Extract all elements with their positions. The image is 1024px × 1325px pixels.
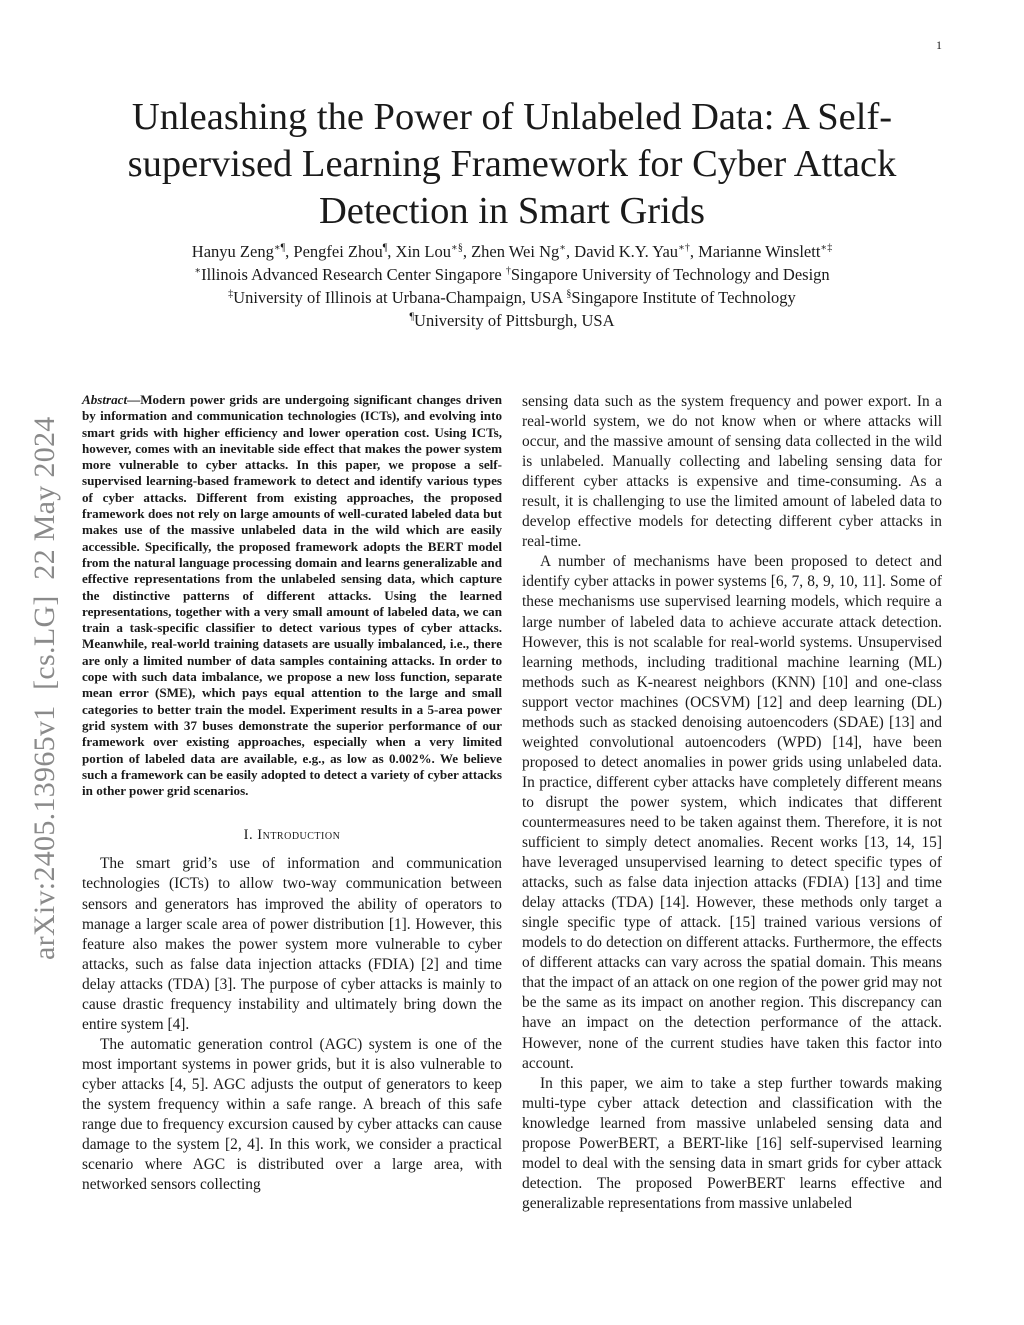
paper-title: Unleashing the Power of Unlabeled Data: A Self-supervised Learning Framework for Cyber Attack Detection in Smart Grids <box>127 96 897 232</box>
author-name: David K.Y. Yau <box>574 242 679 261</box>
author-marker: ∗† <box>678 242 690 254</box>
author: Hanyu Zeng∗¶, <box>191 242 294 261</box>
authors-block <box>90 240 934 332</box>
affiliation-line: ‡University of Illinois at Urbana-Champaign, USA §Singapore Institute of Technology <box>228 288 796 307</box>
left-column <box>82 392 502 1195</box>
author-marker: ∗¶ <box>273 242 286 254</box>
author-marker: ∗‡ <box>820 242 833 254</box>
page-number: 1 <box>936 38 942 52</box>
author <box>698 242 832 261</box>
author-marker: ¶ <box>382 242 388 254</box>
paragraph: The automatic generation control (AGC) system is one of the most important systems in power grids, but it is also vulnerable to cyber attacks [4, 5]. AGC adjusts the output of generators to keep the system frequency within a safe range. A breach of this safe range due to frequency excursion caused by cyber attacks can cause damage to the system [2, 4]. In this work, we consider a practical scenario where AGC is distributed over a large area, with networked sensors collecting <box>82 1035 502 1194</box>
author-list <box>90 240 934 263</box>
right-column <box>522 392 942 1214</box>
affiliation: Illinois Advanced Research Center Singapore <box>201 265 506 284</box>
author: Zhen Wei Ng∗, <box>471 242 575 261</box>
author: Xin Lou∗§, <box>395 242 472 261</box>
author-marker: ∗ <box>559 242 567 254</box>
author-name: Marianne Winslett <box>698 242 821 261</box>
paragraph: The smart grid’s use of information and communication technologies (ICTs) to allow two-way communication between sensors and generators has improved the ability of operators to manage a larger scale area of power distribution [1]. However, this feature also makes the power system more vulnerable to cyber attacks, such as false data injection attacks (FDIA) [2] and time delay attacks (TDA) [3]. The purpose of cyber attacks is mainly to cause drastic frequency instability and ultimately bring down the entire system [4]. <box>82 855 502 1033</box>
author-name: Zhen Wei Ng <box>471 242 560 261</box>
author-name: Xin Lou <box>395 242 452 261</box>
affiliation-line: ¶University of Pittsburgh, USA <box>409 311 615 330</box>
abstract-text: Modern power grids are undergoing significant changes driven by information and communication technologies (ICTs), and evolving into smart grids with higher efficiency and lower operation cost. Using ICTs, however, comes with an inevitable side effect that makes the power system more vulnerable to cyber attacks. In this paper, we propose a self-supervised learning-based framework to detect and identify various types of cyber attacks. Different from existing approaches, the proposed framework does not rely on large amounts of well-curated labeled data but makes use of the massive unlabeled data in the wild which are easily accessible. Specifically, the proposed framework adopts the BERT model from the natural language processing domain and learns generalizable and effective representations from the unlabeled sensing data, which capture the distinctive patterns of different attacks. Using the learned representations, together with a very small amount of labeled data, we can train a task-specific classifier to detect various types of cyber attacks. Meanwhile, real-world training datasets are usually imbalanced, i.e., there are only a limited number of data samples containing attacks. In order to cope with such data imbalance, we propose a new loss function, separate mean error (SME), which pays equal attention to the large and small categories to better train the model. Experiment results in a 5-area power grid system with 37 buses demonstrate the superior performance of our framework over existing approaches, especially when a very limited portion of labeled data are available, e.g., as low as 0.002%. We believe such a framework can be easily adopted to detect a variety of cyber attacks in other power grid scenarios. <box>82 392 502 799</box>
section-heading-introduction: I. Introduction <box>243 827 341 844</box>
affiliation: Singapore University of Technology and Design <box>510 265 830 284</box>
author: David K.Y. Yau∗†, <box>574 242 699 261</box>
abstract-label: Abstract <box>82 392 128 407</box>
author-name: Hanyu Zeng <box>191 242 274 261</box>
author-name: Pengfei Zhou <box>293 242 383 261</box>
affiliation: Singapore Institute of Technology <box>571 288 796 307</box>
paragraph: sensing data such as the system frequency and power export. In a real-world system, we do not know when or where attacks will occur, and the massive amount of sensing data collected in the wild is unlabeled. Manually collecting and labeling sensing data for different cyber attacks is expensive and time-consuming. As a result, it is challenging to use the limited amount of labeled data to develop effective models for detecting different cyber attacks in real-time. <box>522 393 942 551</box>
author: Pengfei Zhou¶, <box>293 242 396 261</box>
arxiv-identifier-stamp: arXiv:2405.13965v1 [cs.LG] 22 May 2024 <box>28 416 61 960</box>
affiliation: University of Illinois at Urbana-Champaign, USA <box>233 288 567 307</box>
affiliation-line: ∗Illinois Advanced Research Center Singapore †Singapore University of Technology and Design <box>194 265 830 284</box>
paragraph: In this paper, we aim to take a step further towards making multi-type cyber attack detection and classification with the knowledge learned from massive unlabeled sensing data and propose PowerBERT, a BERT-like [16] self-supervised learning model to deal with the sensing data in smart grids for cyber attack detection. The proposed PowerBERT learns effective and generalizable representations from massive unlabeled <box>522 1074 942 1212</box>
paragraph: A number of mechanisms have been proposed to detect and identify cyber attacks in power systems [6, 7, 8, 9, 10, 11]. Some of these mechanisms use supervised learning models, which require a large number of labeled data to achieve accurate attack detection. However, this is not scalable for real-world systems. Unsupervised learning methods, including traditional machine learning (ML) methods such as K-nearest neighbors (KNN) [10] and one-class support vector machines (OCSVM) [12] and deep learning (DL) methods such as stacked denoising autoencoders (SDAE) [13] and weighted convolutional autoencoders (WPD) [14], have been proposed to detect anomalies in power grids using unlabeled data. In practice, different cyber attacks have completely different means to disrupt the power system, which indicates that different countermeasures need to be taken against them. Therefore, it is not sufficient to simply detect anomalies. Recent works [13, 14, 15] have leveraged unsupervised learning to detect specific types of attacks, such as false data injection attacks (FDIA) [13] and time delay attacks (TDA) [14]. However, these methods only target a single specific type of attack. [15] trained various versions of models to do detection on different attacks. Furthermore, the effects of different attacks can vary across the spatial domain. This means that the impact of an attack on one region of the power grid may not be the same as its impact on another region. This discrepancy can have an impact on the detection performance of the attack. However, none of the current studies have taken this factor into account. <box>522 553 942 1072</box>
abstract: Abstract—Modern power grids are undergoing significant changes driven by information and communication technologies (ICTs), and evolving into smart grids with higher efficiency and lower operation cost. Using ICTs, however, comes with an inevitable side effect that makes the power system more vulnerable to cyber attacks. In this paper, we propose a self-supervised learning-based framework to detect and identify various types of cyber attacks. Different from existing approaches, the proposed framework does not rely on large amounts of well-curated labeled data but makes use of the massive unlabeled data in the wild which are easily accessible. Specifically, the proposed framework adopts the BERT model from the natural language processing domain and learns generalizable and effective representations from the unlabeled sensing data, which capture the distinctive patterns of different attacks. Using the learned representations, together with a very small amount of labeled data, we can train a task-specific classifier to detect various types of cyber attacks. Meanwhile, real-world training datasets are usually imbalanced, i.e., there are only a limited number of data samples containing attacks. In order to cope with such data imbalance, we propose a new loss function, separate mean error (SME), which pays equal attention to the large and small categories to better train the model. Experiment results in a 5-area power grid system with 37 buses demonstrate the superior performance of our framework over existing approaches, especially when a very limited portion of labeled data are available, e.g., as low as 0.002%. We believe such a framework can be easily adopted to detect a variety of cyber attacks in other power grid scenarios. <box>82 392 502 799</box>
author-marker: ∗§ <box>451 242 463 254</box>
affiliation: University of Pittsburgh, USA <box>414 311 615 330</box>
